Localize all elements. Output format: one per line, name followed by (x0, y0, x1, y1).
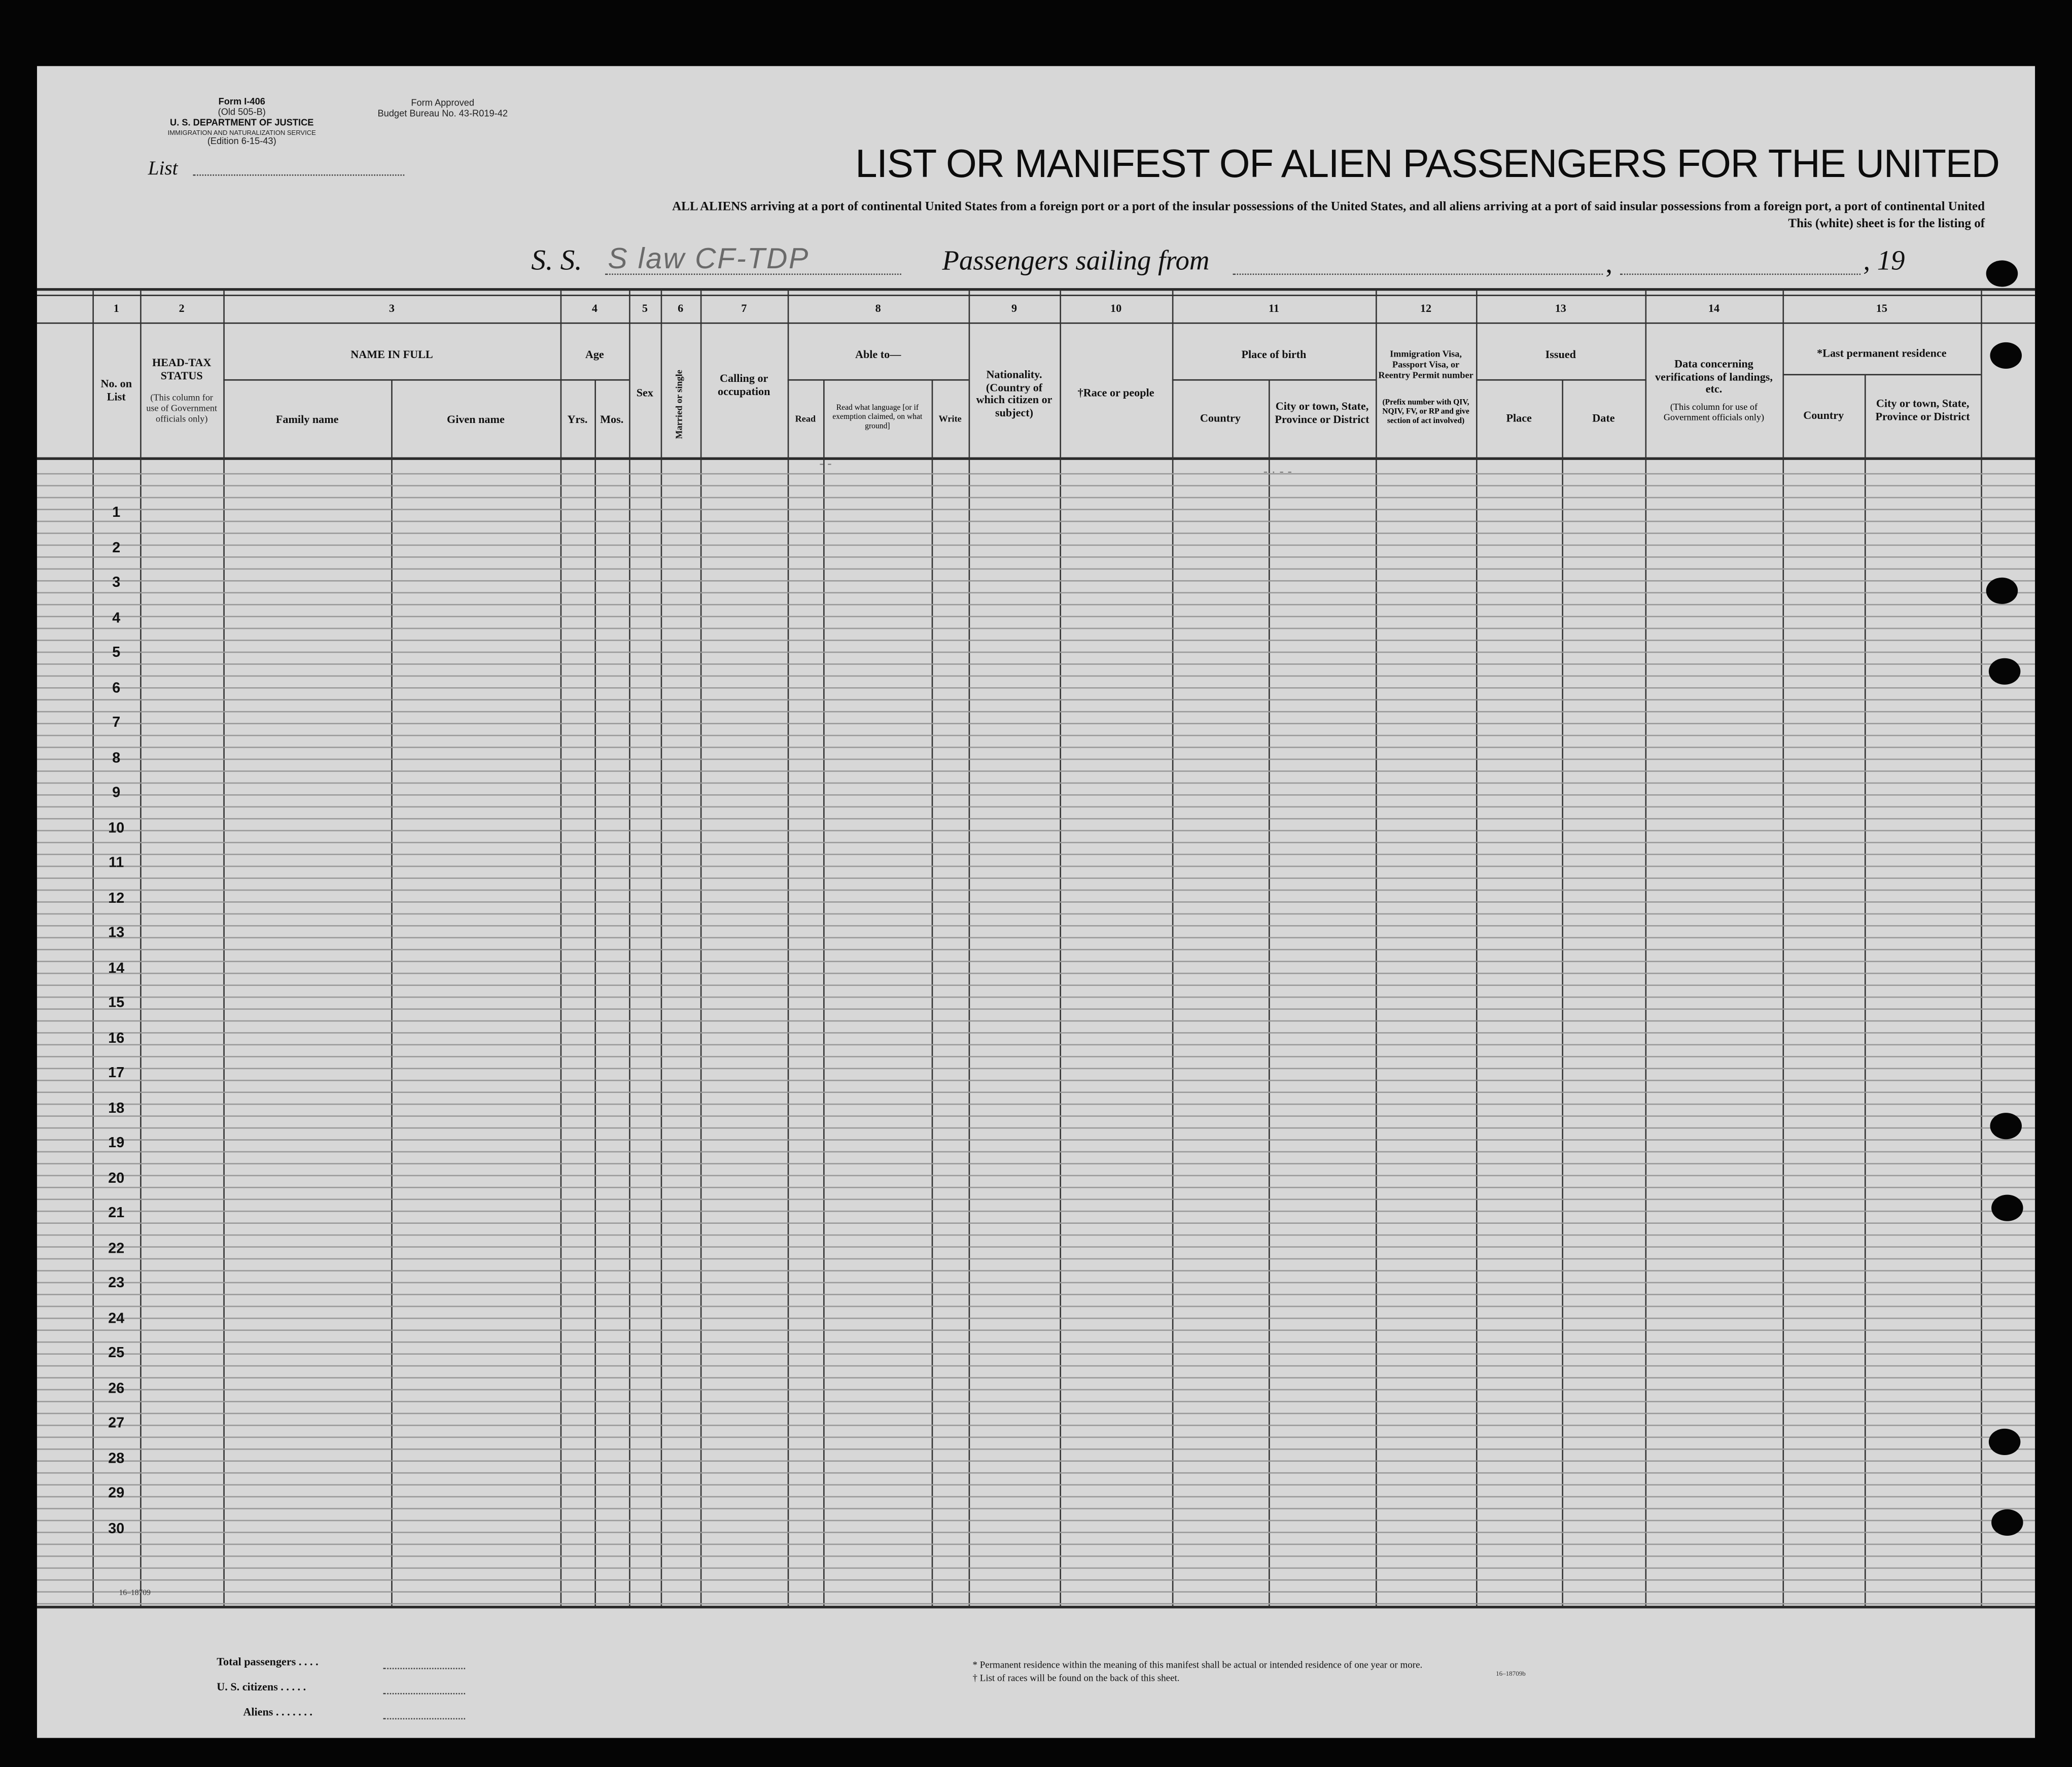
row-number: 10 (108, 820, 125, 836)
col-divider-12 (1376, 291, 1377, 1606)
col-divider-2 (140, 291, 142, 1606)
header-sex: Sex (636, 385, 653, 399)
col-divider-8 (788, 291, 789, 1606)
date-line (1620, 273, 1860, 275)
col-number-15: 15 (1876, 301, 1887, 315)
header-race: †Race or people (1077, 385, 1154, 399)
header-yrs: Yrs. (567, 412, 588, 426)
header-data-note: (This column for use of Government officials only) (1663, 402, 1765, 423)
ruled-line (37, 676, 2035, 677)
col-divider-9 (969, 291, 970, 1606)
ruled-line (37, 1008, 2035, 1010)
row-number: 13 (108, 925, 125, 941)
col-number-1: 1 (113, 301, 119, 315)
ruled-line (37, 1163, 2035, 1164)
ruled-line (37, 1329, 2035, 1331)
punch-hole (1990, 1113, 2022, 1139)
punch-hole (1986, 260, 2018, 287)
service: IMMIGRATION AND NATURALIZATION SERVICE (167, 129, 316, 138)
header-head-tax: HEAD-TAX STATUS (152, 355, 212, 381)
row-number: 6 (112, 680, 121, 696)
page-title: LIST OR MANIFEST OF ALIEN PASSENGERS FOR THE UNITED (855, 143, 1999, 187)
header-issued: Issued (1545, 347, 1576, 361)
aliens-label: Aliens . . . . . . . (243, 1705, 312, 1718)
ruled-line (37, 806, 2035, 808)
ruled-line (37, 723, 2035, 724)
ruled-line (37, 1472, 2035, 1474)
approval-info (370, 99, 515, 120)
header-data-concerning: Data concerning verifications of landings, etc. (1655, 357, 1773, 396)
header-visa-note: (Prefix number with QIV, NQIV, FV, or RP and give section of act involved) (1382, 399, 1469, 426)
subtitle-2: This (white) sheet is for the listing of (1788, 217, 1985, 232)
stray-mark: - · - ‑ (1263, 465, 1292, 480)
col-number-8: 8 (875, 301, 881, 315)
header-read-language: Read what language [or if exemption claimed, on what ground] (832, 404, 923, 431)
ruled-line (37, 937, 2035, 939)
ruled-line (37, 747, 2035, 748)
ruled-line (37, 1496, 2035, 1498)
col-number-7: 7 (741, 301, 747, 315)
header-bottom-line (37, 457, 2035, 460)
ruled-line (37, 663, 2035, 665)
ruled-line (37, 1282, 2035, 1284)
ruled-line (37, 1175, 2035, 1177)
comma: , (1605, 247, 1613, 279)
ruled-line (37, 580, 2035, 582)
ruled-line (37, 556, 2035, 558)
ruled-line (37, 1568, 2035, 1569)
ruled-line (37, 1234, 2035, 1236)
ruled-line (37, 1365, 2035, 1367)
ruled-line (37, 1020, 2035, 1022)
ss-label: S. S. (531, 243, 582, 276)
ruled-line (37, 1591, 2035, 1593)
department: U. S. DEPARTMENT OF JUSTICE (170, 119, 314, 128)
header-mos: Mos. (600, 412, 624, 426)
header-place-of-birth: Place of birth (1241, 347, 1307, 361)
subtitle: ALL ALIENS arriving at a port of continental United States from a foreign port or a port of the insular possessions of the United States, and all aliens arriving at a port of said insular possessions from a foreign port, a port of continental United (672, 199, 1985, 215)
col-number-10: 10 (1110, 301, 1122, 315)
row-number: 8 (112, 750, 121, 766)
ruled-line (37, 759, 2035, 760)
ruled-line (37, 1068, 2035, 1070)
ruled-line (37, 913, 2035, 915)
col-number-2: 2 (179, 301, 185, 315)
col-divider-11 (1172, 291, 1174, 1606)
col-divider-15 (1782, 291, 1784, 1606)
ruled-line (37, 1139, 2035, 1141)
form-old-number: (Old 505-B) (218, 108, 266, 118)
col-divider-14 (1645, 291, 1647, 1606)
col-divider-10 (1060, 291, 1061, 1606)
list-line (193, 174, 404, 176)
ship-name: S law CF-TDP (608, 241, 810, 275)
list-label: List (148, 158, 178, 180)
ruled-line (37, 1211, 2035, 1212)
row-number: 11 (109, 855, 124, 871)
col-number-12: 12 (1420, 301, 1432, 315)
ruled-line (37, 794, 2035, 796)
ruled-line (37, 961, 2035, 962)
col-divider-13 (1476, 291, 1478, 1606)
col-divider-8b (823, 379, 825, 1606)
ruled-line (37, 509, 2035, 510)
ruled-line (37, 1556, 2035, 1557)
ruled-line (37, 1032, 2035, 1034)
ruled-line (37, 1127, 2035, 1129)
row-number: 2 (112, 540, 121, 556)
ruled-line (37, 1198, 2035, 1200)
ruled-line (37, 711, 2035, 713)
header-read: Read (795, 413, 816, 425)
footnote-residence: * Permanent residence within the meaning of this manifest shall be actual or intended residence of one year or more. (972, 1658, 1423, 1671)
budget-bureau: Budget Bureau No. 43-R019-42 (377, 110, 508, 119)
able-subheader-line (788, 379, 969, 381)
ruled-line (37, 604, 2035, 606)
header-write: Write (938, 413, 962, 425)
row-number: 12 (108, 890, 125, 906)
row-number: 23 (108, 1275, 125, 1291)
punch-hole (1989, 1429, 2021, 1455)
row-number: 20 (108, 1170, 125, 1186)
ruled-line (37, 1187, 2035, 1188)
row-number: 14 (108, 960, 125, 976)
ruled-line (37, 866, 2035, 867)
ruled-line (37, 830, 2035, 831)
ruled-line (37, 473, 2035, 475)
ruled-line (37, 735, 2035, 736)
ruled-line (37, 1413, 2035, 1415)
ruled-line (37, 1115, 2035, 1117)
col-divider-8c (932, 379, 933, 1606)
ruled-line (37, 770, 2035, 772)
ruled-line (37, 1532, 2035, 1533)
header-nationality: Nationality. (Country of which citizen or subject) (976, 367, 1052, 418)
birth-subheader-line (1172, 379, 1376, 381)
ruled-line (37, 652, 2035, 653)
col-divider-4 (560, 291, 562, 1606)
col-divider-15b (1865, 374, 1866, 1606)
total-passengers-label: Total passengers . . . . (217, 1654, 319, 1668)
ruled-line (37, 1318, 2035, 1319)
ruled-line (37, 783, 2035, 784)
ruled-line (37, 687, 2035, 689)
ruled-line (37, 949, 2035, 950)
header-given-name: Given name (446, 412, 505, 426)
ruled-line (37, 616, 2035, 617)
ruled-line (37, 1306, 2035, 1307)
ruled-line (37, 1270, 2035, 1271)
ruled-line (37, 1544, 2035, 1545)
col-divider-3b (391, 379, 393, 1606)
row-number: 1 (112, 505, 121, 521)
ruled-line (37, 628, 2035, 629)
manifest-sheet (37, 66, 2035, 1738)
ruled-line (37, 984, 2035, 986)
ruled-line (37, 1091, 2035, 1093)
row-number: 5 (112, 645, 121, 661)
ruled-line (37, 877, 2035, 879)
ruled-line (37, 818, 2035, 820)
header-issued-place: Place (1506, 411, 1532, 425)
ruled-line (37, 533, 2035, 534)
row-number: 17 (108, 1065, 125, 1081)
header-head-tax-note: (This column for use of Government officials only) (146, 392, 218, 425)
col-number-9: 9 (1011, 301, 1017, 315)
ruled-line (37, 1520, 2035, 1522)
ruled-line (37, 1246, 2035, 1248)
ruled-line (37, 854, 2035, 855)
ruled-line (37, 1353, 2035, 1355)
header-no-on-list: No. on List (100, 376, 132, 403)
col-number-4: 4 (591, 301, 598, 315)
sailing-label: Passengers sailing from (942, 244, 1210, 276)
stray-mark: - - (819, 457, 832, 472)
issued-subheader-line (1476, 379, 1645, 381)
punch-hole (1989, 658, 2021, 685)
form-approved: Form Approved (411, 99, 475, 109)
col-number-5: 5 (642, 301, 648, 315)
ruled-line (37, 497, 2035, 499)
table-bottom-line (37, 1606, 2035, 1608)
ruled-line (37, 1401, 2035, 1402)
col-number-6: 6 (678, 301, 684, 315)
punch-hole (1986, 578, 2018, 604)
header-age: Age (585, 347, 604, 361)
header-residence-country: Country (1803, 408, 1844, 422)
col-divider-7 (700, 291, 702, 1606)
ruled-line (37, 1044, 2035, 1046)
col-divider-16 (1981, 291, 1982, 1606)
ruled-line (37, 485, 2035, 486)
header-last-residence: *Last permanent residence (1817, 346, 1947, 360)
ruled-line (37, 1389, 2035, 1391)
row-number: 15 (108, 995, 125, 1011)
footnote-races: † List of races will be found on the back of this sheet. (972, 1672, 1180, 1684)
ruled-line (37, 1377, 2035, 1379)
ruled-line (37, 592, 2035, 593)
ship-name-line (605, 273, 901, 275)
print-code: 16–18709 (119, 1589, 151, 1598)
edition: (Edition 6-15-43) (207, 137, 276, 147)
ruled-line (37, 1341, 2035, 1343)
row-number: 30 (108, 1521, 125, 1537)
col-divider-1 (92, 291, 94, 1606)
ruled-line (37, 1294, 2035, 1295)
ruled-line (37, 1508, 2035, 1509)
ruled-line (37, 1437, 2035, 1438)
ruled-line (37, 699, 2035, 700)
header-name-in-full: NAME IN FULL (350, 347, 433, 361)
row-number: 4 (112, 610, 121, 626)
total-passengers-line (383, 1668, 466, 1670)
col-divider-13b (1562, 379, 1563, 1606)
col-number-3: 3 (389, 301, 395, 315)
ruled-line (37, 1460, 2035, 1462)
punch-hole (1990, 342, 2022, 369)
print-code-2: 16–18709b (1496, 1672, 1526, 1679)
col-divider-3 (223, 291, 225, 1606)
header-birth-country: Country (1200, 411, 1241, 425)
header-residence-city: City or town, State, Province or District (1875, 396, 1970, 422)
row-number: 29 (108, 1485, 125, 1502)
row-number: 27 (108, 1415, 125, 1432)
us-citizens-line (383, 1693, 466, 1694)
ruled-line (37, 1080, 2035, 1081)
residence-subheader-line (1782, 374, 1981, 375)
ruled-line (37, 890, 2035, 891)
row-number: 21 (108, 1205, 125, 1221)
ruled-line (37, 1448, 2035, 1450)
ruled-line (37, 997, 2035, 998)
aliens-line (383, 1718, 466, 1720)
ruled-line (37, 1104, 2035, 1105)
ruled-line (37, 521, 2035, 522)
header-calling: Calling or occupation (718, 371, 770, 398)
header-visa: Immigration Visa, Passport Visa, or Reentry Permit number (1378, 348, 1473, 381)
ruled-line (37, 842, 2035, 843)
header-able-to: Able to— (855, 347, 901, 361)
sailing-port-line (1233, 273, 1603, 275)
row-number: 28 (108, 1450, 125, 1467)
header-issued-date: Date (1592, 411, 1615, 425)
year-prefix: , 19 (1863, 244, 1905, 276)
row-number: 18 (108, 1100, 125, 1116)
punch-hole (1991, 1509, 2023, 1536)
row-number: 7 (112, 715, 121, 731)
ruled-line (37, 1222, 2035, 1224)
row-number: 26 (108, 1380, 125, 1397)
row-number: 24 (108, 1310, 125, 1326)
column-number-row-line (37, 323, 2035, 324)
row-number: 3 (112, 575, 121, 591)
col-divider-4b (594, 379, 596, 1606)
ruled-line (37, 973, 2035, 974)
punch-hole (1991, 1195, 2023, 1221)
ruled-line (37, 1258, 2035, 1260)
row-number: 25 (108, 1345, 125, 1362)
col-divider-5 (629, 291, 630, 1606)
ruled-line (37, 925, 2035, 927)
col-divider-11b (1269, 379, 1270, 1606)
table-top-border-2 (37, 295, 2035, 296)
header-family-name: Family name (275, 412, 339, 426)
ruled-line (37, 640, 2035, 641)
row-number: 16 (108, 1030, 125, 1046)
col-number-13: 13 (1555, 301, 1566, 315)
row-number: 9 (112, 785, 121, 801)
ruled-line (37, 1484, 2035, 1486)
header-birth-city: City or town, State, Province or District (1275, 399, 1369, 425)
ruled-line (37, 1151, 2035, 1153)
col-number-14: 14 (1708, 301, 1720, 315)
ruled-line (37, 1603, 2035, 1605)
ruled-line (37, 545, 2035, 546)
row-number: 19 (108, 1135, 125, 1151)
header-married: Married or single (674, 370, 685, 439)
row-number: 22 (108, 1240, 125, 1256)
col-divider-6 (661, 291, 662, 1606)
form-number: Form I-406 (218, 97, 265, 108)
ruled-line (37, 1579, 2035, 1581)
ruled-line (37, 569, 2035, 570)
col-number-11: 11 (1268, 301, 1279, 315)
form-info (129, 98, 354, 148)
us-citizens-label: U. S. citizens . . . . . (217, 1680, 306, 1693)
table-top-border (37, 288, 2035, 291)
ruled-line (37, 1056, 2035, 1057)
ruled-line (37, 1425, 2035, 1426)
ruled-line (37, 901, 2035, 903)
